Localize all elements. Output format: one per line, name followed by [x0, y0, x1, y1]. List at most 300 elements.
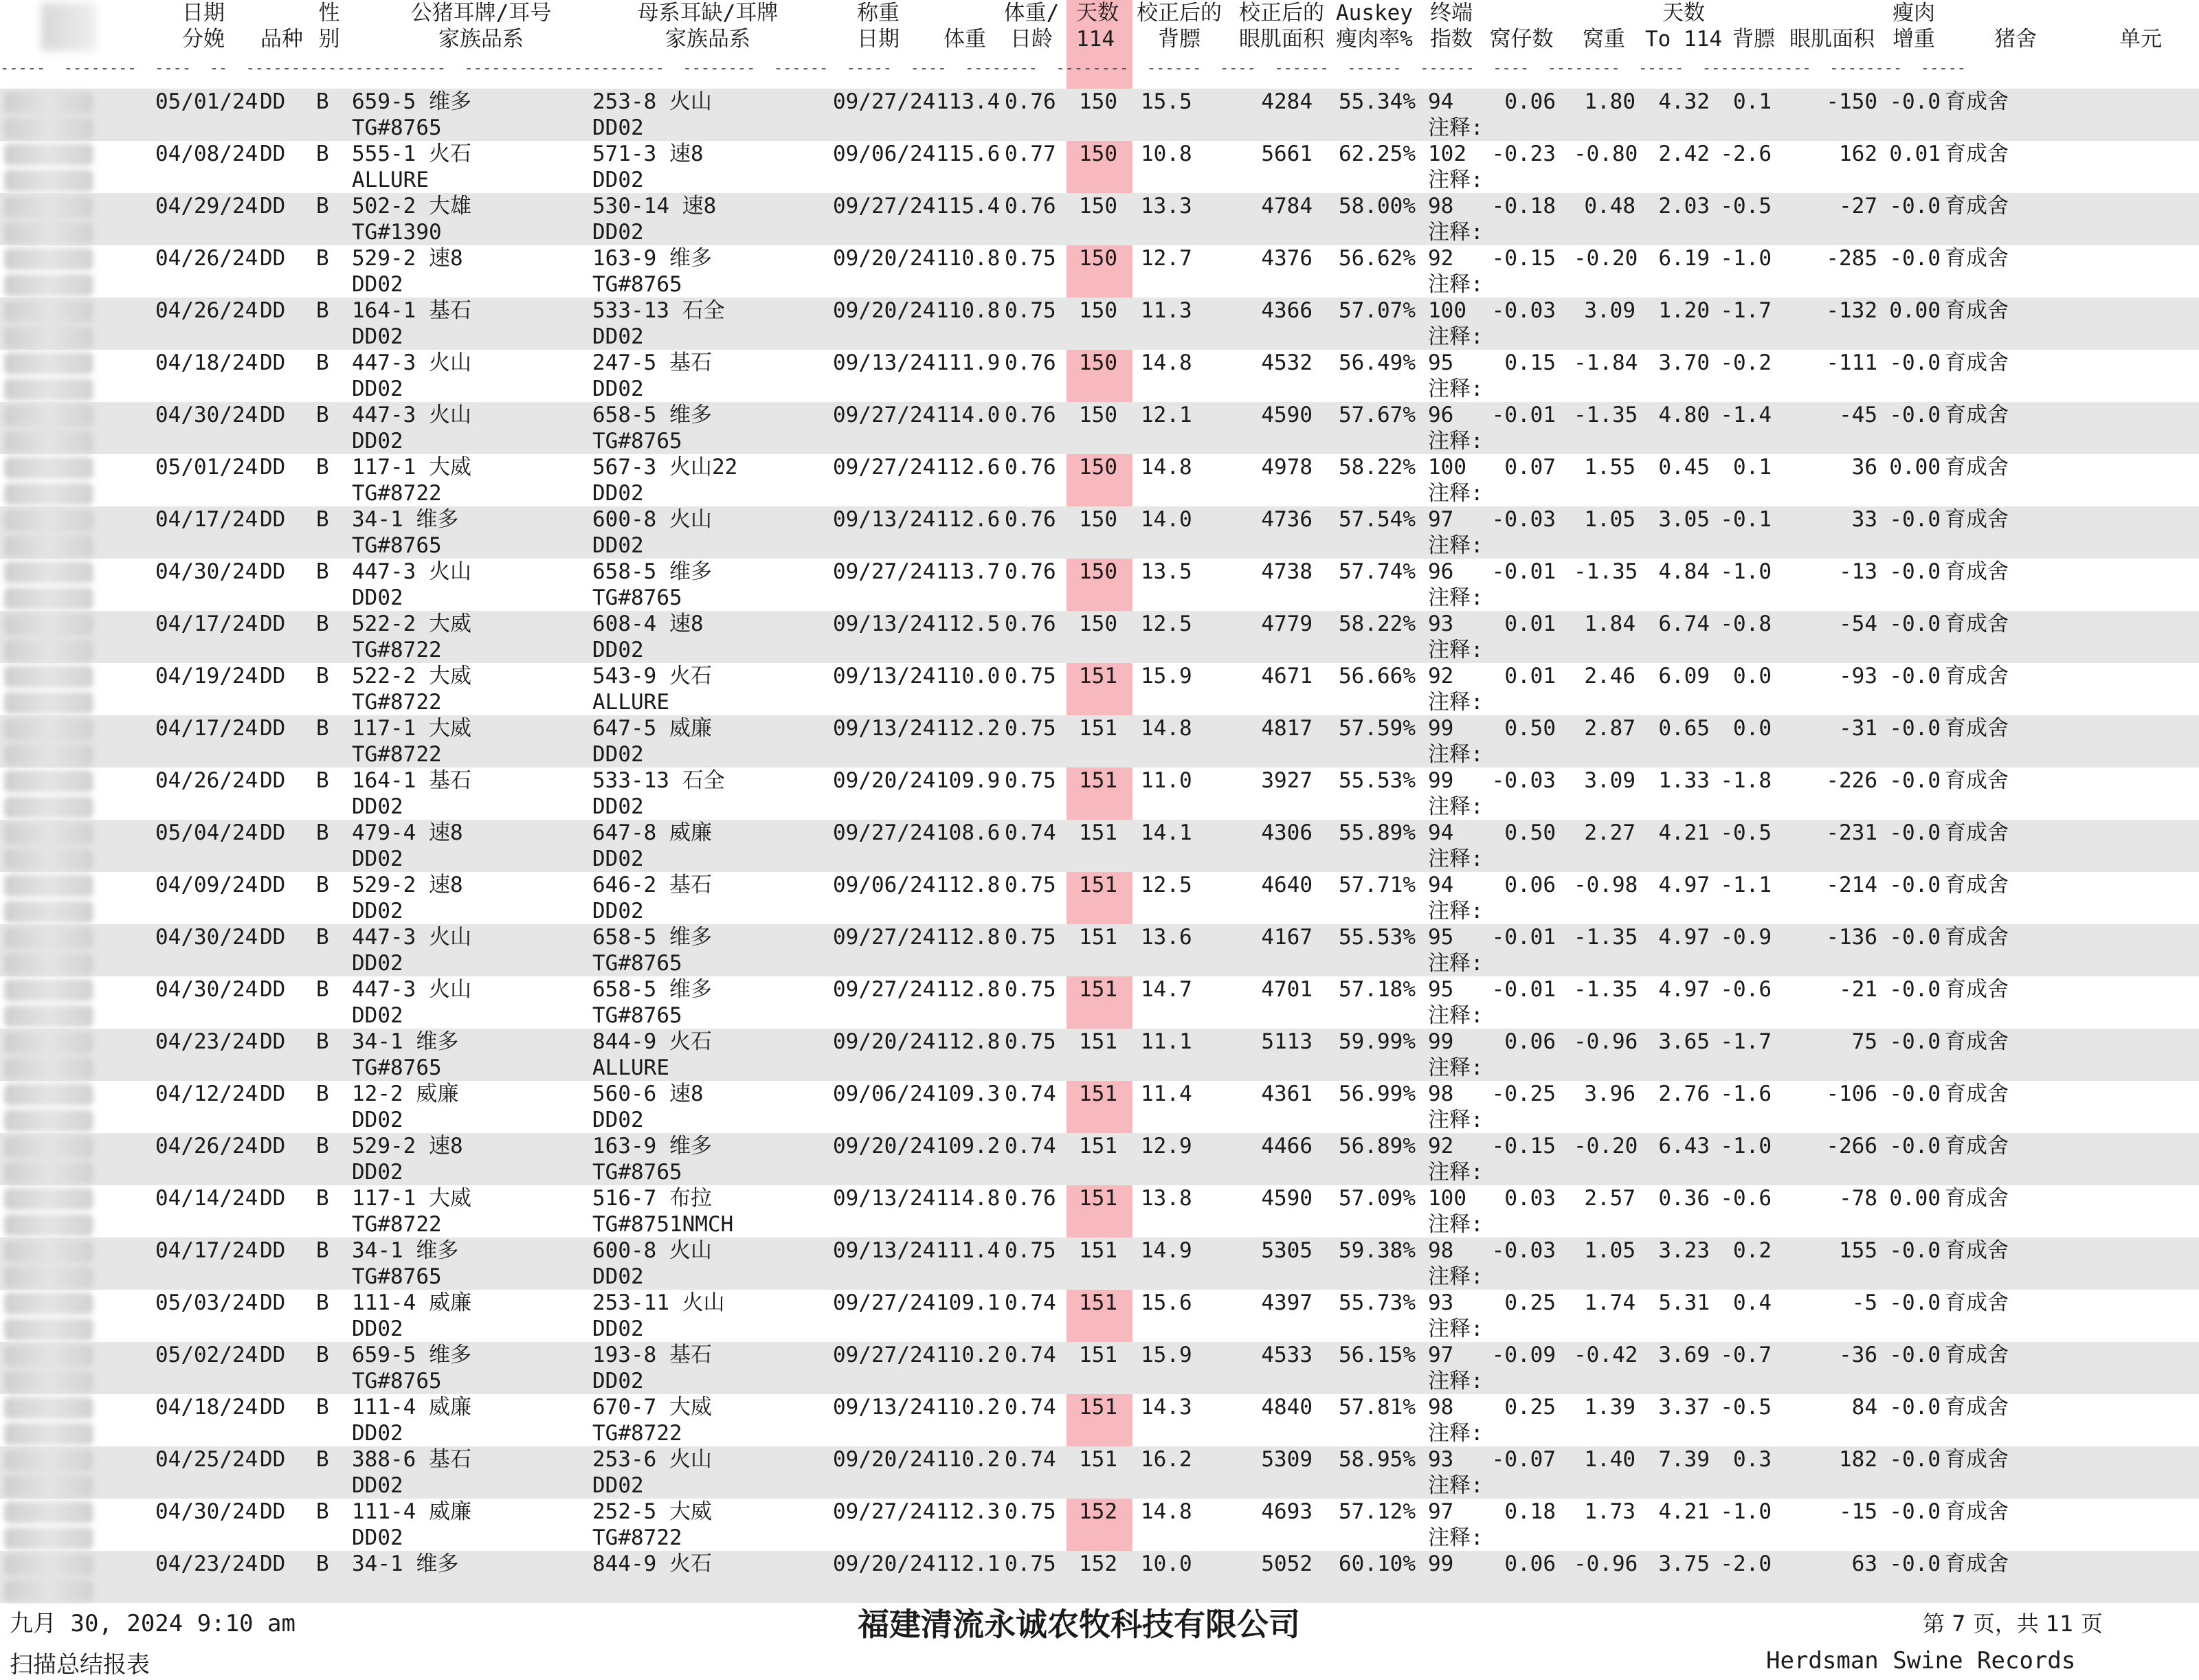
cell-date: 04/30/24: [155, 977, 258, 1002]
cell-index: 98: [1428, 1238, 1454, 1263]
cell-weight: 113.4: [936, 89, 1001, 114]
cell-loin: 5661: [1261, 142, 1313, 166]
cell-index: 99: [1428, 768, 1454, 793]
cell-dam: 516-7 布拉: [592, 1186, 712, 1211]
cell-litter-w: 3.96: [1584, 1082, 1636, 1106]
cell-date: 04/18/24: [155, 350, 258, 375]
cell-litter-w: 1.84: [1584, 612, 1636, 636]
cell-weigh-date: 09/06/24: [833, 1082, 936, 1106]
cell-index: 95: [1428, 925, 1454, 950]
cell-breed: DD: [260, 350, 286, 375]
cell-dam-line: DD02: [592, 1108, 644, 1132]
cell-weight: 112.6: [936, 455, 1001, 480]
cell-weight: 114.8: [936, 1186, 1001, 1211]
cell-house: 育成舍: [1945, 1343, 2009, 1367]
cell-index: 98: [1428, 1082, 1454, 1106]
cell-wpd: 0.75: [1005, 716, 1056, 741]
cell-bf: 15.5: [1141, 89, 1192, 114]
cell-house: 育成舍: [1945, 246, 2009, 271]
cell-dam: 533-13 石全: [592, 298, 725, 323]
cell-dam: 608-4 速8: [592, 612, 704, 636]
cell-weigh-date: 09/20/24: [833, 1029, 936, 1054]
cell-date: 04/26/24: [155, 298, 258, 323]
cell-dam-line: DD02: [592, 481, 644, 506]
redacted-id: [4, 953, 93, 975]
cell-sire: 529-2 速8: [352, 873, 463, 897]
cell-loin2: -15: [1839, 1499, 1877, 1524]
redacted-id: [4, 1084, 93, 1106]
header-loin-1: 校正后的: [1239, 1, 1324, 25]
cell-sire-line: DD02: [352, 1317, 403, 1341]
cell-litter-w: 3.09: [1584, 298, 1636, 323]
cell-litter-n: -0.25: [1491, 1082, 1556, 1106]
cell-dam-line: TG#8722: [592, 1525, 682, 1550]
cell-lean: 55.53%: [1339, 768, 1416, 793]
cell-wpd: 0.75: [1005, 873, 1056, 897]
header-litter-n-2: 窝仔数: [1489, 27, 1554, 52]
redacted-id: [4, 1292, 93, 1314]
cell-litter-w: 1.80: [1584, 89, 1636, 114]
cell-weight: 110.2: [936, 1395, 1001, 1420]
redacted-id: [4, 561, 93, 583]
cell-weigh-date: 09/06/24: [833, 873, 936, 897]
cell-weight: 114.0: [936, 403, 1001, 427]
cell-weight: 112.5: [936, 612, 1001, 636]
company-name: 福建清流永诚农牧科技有限公司: [858, 1606, 1300, 1643]
header-index-2: 指数: [1430, 27, 1473, 52]
cell-litter-n: 0.18: [1504, 1499, 1556, 1524]
cell-breed: DD: [260, 1186, 286, 1211]
cell-weigh-date: 09/13/24: [833, 1238, 936, 1263]
cell-lean-gain: -0.0: [1889, 194, 1941, 219]
table-row: [0, 611, 2199, 663]
cell-bf2: -1.7: [1720, 1029, 1772, 1054]
cell-litter-w: -1.35: [1574, 403, 1638, 427]
cell-lean-gain: -0.0: [1889, 1395, 1941, 1420]
redacted-id: [4, 1266, 93, 1288]
cell-sire: 12-2 威廉: [352, 1082, 459, 1106]
cell-weight: 111.4: [936, 1238, 1001, 1263]
header-wpd-1: 体重/: [1003, 1, 1060, 25]
cell-sex: B: [316, 1238, 329, 1263]
cell-sex: B: [316, 298, 329, 323]
cell-sex: B: [316, 455, 329, 480]
cell-house: 育成舍: [1945, 1499, 2009, 1524]
cell-weigh-date: 09/27/24: [833, 1343, 936, 1367]
cell-weight: 112.2: [936, 716, 1001, 741]
cell-index: 99: [1428, 1552, 1454, 1576]
header-unit-2: 单元: [2119, 27, 2162, 52]
cell-to114: 2.42: [1658, 142, 1710, 166]
header-days-1: 天数: [1076, 1, 1119, 25]
cell-lean-gain: -0.0: [1889, 716, 1941, 741]
cell-wpd: 0.76: [1005, 350, 1056, 375]
cell-litter-w: 1.05: [1584, 1238, 1636, 1263]
cell-dam: 658-5 维多: [592, 559, 712, 584]
table-row: [0, 715, 2199, 768]
cell-loin2: -214: [1826, 873, 1877, 897]
redacted-id: [4, 144, 93, 166]
redacted-id: [4, 222, 93, 244]
cell-loin2: -78: [1839, 1186, 1877, 1211]
cell-note-label: 注释:: [1428, 1473, 1484, 1498]
redacted-id: [4, 1580, 93, 1602]
cell-lean-gain: 0.01: [1889, 142, 1941, 166]
cell-dam: 646-2 基石: [592, 873, 712, 897]
cell-bf: 10.0: [1141, 1552, 1192, 1576]
cell-lean-gain: -0.0: [1889, 1343, 1941, 1367]
redacted-id: [4, 1214, 93, 1236]
cell-house: 育成舍: [1945, 194, 2009, 219]
cell-lean-gain: -0.0: [1889, 1552, 1941, 1576]
cell-breed: DD: [260, 768, 286, 793]
redacted-id: [4, 379, 93, 401]
cell-loin: 3927: [1261, 768, 1313, 793]
cell-days: 150: [1079, 403, 1117, 427]
cell-dam: 600-8 火山: [592, 1238, 712, 1263]
cell-weight: 109.3: [936, 1082, 1001, 1106]
cell-litter-n: 0.01: [1504, 612, 1556, 636]
cell-sex: B: [316, 925, 329, 950]
header-days-2: 114: [1076, 27, 1115, 52]
cell-lean-gain: -0.0: [1889, 350, 1941, 375]
cell-note-label: 注释:: [1428, 1264, 1484, 1289]
redacted-id: [4, 927, 93, 949]
cell-breed: DD: [260, 716, 286, 741]
cell-weigh-date: 09/20/24: [833, 1134, 936, 1158]
cell-days: 150: [1079, 194, 1117, 219]
redacted-id-header: [41, 3, 96, 51]
cell-sire: 388-6 基石: [352, 1447, 471, 1472]
cell-lean: 57.09%: [1339, 1186, 1416, 1211]
redacted-id: [4, 326, 93, 348]
cell-weigh-date: 09/13/24: [833, 1186, 936, 1211]
cell-to114: 4.21: [1658, 820, 1710, 845]
cell-loin2: 75: [1851, 1029, 1877, 1054]
cell-sire-line: DD02: [352, 794, 403, 819]
cell-to114: 4.97: [1658, 925, 1710, 950]
cell-breed: DD: [260, 403, 286, 427]
cell-bf: 11.4: [1141, 1082, 1192, 1106]
cell-house: 育成舍: [1945, 716, 2009, 741]
cell-days: 151: [1079, 1134, 1117, 1158]
cell-dam-line: DD02: [592, 1473, 644, 1498]
cell-bf2: -1.0: [1720, 1499, 1772, 1524]
cell-wpd: 0.75: [1005, 1029, 1056, 1054]
cell-sire-line: DD02: [352, 585, 403, 610]
table-row: [0, 454, 2199, 506]
cell-lean-gain: -0.0: [1889, 612, 1941, 636]
redacted-id: [4, 1371, 93, 1393]
cell-litter-w: -1.35: [1574, 559, 1638, 584]
cell-bf2: 0.0: [1733, 664, 1772, 688]
cell-sex: B: [316, 1186, 329, 1211]
cell-loin: 4376: [1261, 246, 1313, 271]
cell-note-label: 注释:: [1428, 168, 1484, 192]
cell-sex: B: [316, 1552, 329, 1576]
table-row: [0, 350, 2199, 402]
cell-dam-line: ALLURE: [592, 690, 669, 715]
cell-dam-line: DD02: [592, 742, 644, 767]
cell-loin: 4466: [1261, 1134, 1313, 1158]
cell-loin2: -136: [1826, 925, 1877, 950]
cell-sire-line: DD02: [352, 324, 403, 349]
redacted-id: [4, 1319, 93, 1341]
cell-weigh-date: 09/27/24: [833, 1290, 936, 1315]
redacted-id: [4, 1110, 93, 1132]
cell-house: 育成舍: [1945, 1134, 2009, 1158]
header-lean-2: 瘦肉率%: [1336, 27, 1413, 52]
cell-loin2: -27: [1839, 194, 1877, 219]
cell-wpd: 0.75: [1005, 664, 1056, 688]
cell-index: 92: [1428, 246, 1454, 271]
header-index-1: 终端: [1430, 1, 1473, 25]
cell-lean-gain: -0.0: [1889, 820, 1941, 845]
cell-lean: 56.62%: [1339, 246, 1416, 271]
redacted-id: [4, 483, 93, 505]
cell-date: 04/25/24: [155, 1447, 258, 1472]
cell-loin2: 182: [1839, 1447, 1877, 1472]
redacted-id: [4, 875, 93, 897]
cell-dam-line: DD02: [592, 220, 644, 245]
cell-weigh-date: 09/13/24: [833, 507, 936, 532]
cell-bf: 13.3: [1141, 194, 1192, 219]
redacted-id: [4, 640, 93, 662]
cell-weight: 115.4: [936, 194, 1001, 219]
cell-litter-w: 1.73: [1584, 1499, 1636, 1524]
cell-wpd: 0.76: [1005, 455, 1056, 480]
cell-weigh-date: 09/13/24: [833, 716, 936, 741]
cell-index: 99: [1428, 716, 1454, 741]
cell-bf: 10.8: [1141, 142, 1192, 166]
redacted-id: [4, 1475, 93, 1497]
cell-lean: 57.07%: [1339, 298, 1416, 323]
redacted-id: [4, 457, 93, 479]
cell-weight: 111.9: [936, 350, 1001, 375]
cell-litter-w: 1.55: [1584, 455, 1636, 480]
cell-to114: 4.32: [1658, 89, 1710, 114]
cell-index: 96: [1428, 403, 1454, 427]
cell-dam: 647-5 威廉: [592, 716, 712, 741]
table-row: [0, 1290, 2199, 1342]
cell-litter-n: -0.15: [1491, 246, 1556, 271]
cell-dam-line: DD02: [592, 168, 644, 192]
cell-bf: 12.7: [1141, 246, 1192, 271]
cell-wpd: 0.74: [1005, 1447, 1056, 1472]
cell-note-label: 注释:: [1428, 1369, 1484, 1393]
header-weigh-date-2: 日期: [857, 27, 900, 52]
cell-bf2: -0.5: [1720, 194, 1772, 219]
cell-sire-line: DD02: [352, 1525, 403, 1550]
table-row: [0, 663, 2199, 715]
cell-bf: 14.8: [1141, 350, 1192, 375]
cell-to114: 2.76: [1658, 1082, 1710, 1106]
cell-lean-gain: -0.0: [1889, 1499, 1941, 1524]
cell-dam-line: DD02: [592, 115, 644, 140]
cell-loin: 4784: [1261, 194, 1313, 219]
cell-index: 97: [1428, 1499, 1454, 1524]
cell-breed: DD: [260, 664, 286, 688]
cell-to114: 0.45: [1658, 455, 1710, 480]
cell-litter-w: -0.96: [1574, 1029, 1638, 1054]
cell-date: 05/02/24: [155, 1343, 258, 1367]
cell-lean: 59.99%: [1339, 1029, 1416, 1054]
cell-sex: B: [316, 559, 329, 584]
cell-sex: B: [316, 1447, 329, 1472]
cell-litter-n: -0.07: [1491, 1447, 1556, 1472]
cell-days: 151: [1079, 664, 1117, 688]
redacted-id: [4, 509, 93, 531]
cell-weigh-date: 09/13/24: [833, 612, 936, 636]
cell-sire-line: ALLURE: [352, 168, 429, 192]
cell-weigh-date: 09/27/24: [833, 403, 936, 427]
cell-note-label: 注释:: [1428, 324, 1484, 349]
cell-litter-n: -0.03: [1491, 507, 1556, 532]
cell-wpd: 0.75: [1005, 977, 1056, 1002]
cell-weigh-date: 09/27/24: [833, 925, 936, 950]
cell-litter-n: -0.23: [1491, 142, 1556, 166]
cell-loin2: -266: [1826, 1134, 1877, 1158]
cell-to114: 3.37: [1658, 1395, 1710, 1420]
cell-days: 150: [1079, 612, 1117, 636]
cell-weight: 112.6: [936, 507, 1001, 532]
cell-sex: B: [316, 873, 329, 897]
cell-loin: 4533: [1261, 1343, 1313, 1367]
cell-house: 育成舍: [1945, 977, 2009, 1002]
cell-lean: 55.89%: [1339, 820, 1416, 845]
cell-sire-line: DD02: [352, 899, 403, 923]
cell-sex: B: [316, 507, 329, 532]
cell-wpd: 0.74: [1005, 1395, 1056, 1420]
cell-note-label: 注释:: [1428, 794, 1484, 819]
cell-sire-line: TG#8765: [352, 533, 442, 558]
cell-days: 151: [1079, 977, 1117, 1002]
cell-sire: 529-2 速8: [352, 246, 463, 271]
cell-sire-line: DD02: [352, 377, 403, 401]
cell-index: 100: [1428, 455, 1466, 480]
table-row: [0, 1081, 2199, 1133]
cell-lean: 57.74%: [1339, 559, 1416, 584]
cell-sire: 117-1 大威: [352, 1186, 471, 1211]
cell-lean-gain: -0.0: [1889, 768, 1941, 793]
cell-bf2: -1.4: [1720, 403, 1772, 427]
cell-dam: 252-5 大威: [592, 1499, 712, 1524]
cell-to114: 3.69: [1658, 1343, 1710, 1367]
cell-litter-w: -1.35: [1574, 977, 1638, 1002]
cell-litter-n: 0.01: [1504, 664, 1556, 688]
cell-loin2: -5: [1851, 1290, 1877, 1315]
cell-bf: 12.1: [1141, 403, 1192, 427]
cell-dam: 658-5 维多: [592, 925, 712, 950]
cell-loin: 4590: [1261, 403, 1313, 427]
cell-date: 04/23/24: [155, 1029, 258, 1054]
cell-dam: 543-9 火石: [592, 664, 712, 688]
cell-litter-w: 3.09: [1584, 768, 1636, 793]
cell-loin2: -21: [1839, 977, 1877, 1002]
redacted-id: [4, 196, 93, 218]
cell-wpd: 0.75: [1005, 768, 1056, 793]
cell-sire: 447-3 火山: [352, 977, 471, 1002]
redacted-id: [4, 1397, 93, 1419]
cell-date: 04/17/24: [155, 507, 258, 532]
cell-house: 育成舍: [1945, 1395, 2009, 1420]
cell-sire: 34-1 维多: [352, 1238, 459, 1263]
cell-weigh-date: 09/13/24: [833, 350, 936, 375]
cell-bf2: 0.0: [1733, 716, 1772, 741]
cell-dam: 600-8 火山: [592, 507, 712, 532]
cell-sire: 447-3 火山: [352, 403, 471, 427]
cell-lean: 55.73%: [1339, 1290, 1416, 1315]
cell-weight: 112.8: [936, 1029, 1001, 1054]
cell-house: 育成舍: [1945, 455, 2009, 480]
cell-dam-line: DD02: [592, 1317, 644, 1341]
cell-lean: 56.89%: [1339, 1134, 1416, 1158]
cell-date: 05/04/24: [155, 820, 258, 845]
cell-loin2: -36: [1839, 1343, 1877, 1367]
cell-sire: 447-3 火山: [352, 559, 471, 584]
cell-bf: 14.9: [1141, 1238, 1192, 1263]
cell-sex: B: [316, 1343, 329, 1367]
cell-sire: 555-1 火石: [352, 142, 471, 166]
cell-bf2: -0.5: [1720, 1395, 1772, 1420]
cell-sex: B: [316, 194, 329, 219]
cell-sire: 117-1 大威: [352, 716, 471, 741]
cell-index: 98: [1428, 1395, 1454, 1420]
cell-breed: DD: [260, 1238, 286, 1263]
cell-date: 04/08/24: [155, 142, 258, 166]
cell-lean: 60.10%: [1339, 1552, 1416, 1576]
cell-bf: 13.5: [1141, 559, 1192, 584]
cell-litter-w: -0.98: [1574, 873, 1638, 897]
cell-sire: 34-1 维多: [352, 507, 459, 532]
cell-index: 95: [1428, 350, 1454, 375]
cell-date: 04/17/24: [155, 1238, 258, 1263]
software-name: Herdsman Swine Records: [1766, 1647, 2076, 1675]
cell-sire-line: DD02: [352, 847, 403, 871]
cell-litter-w: -0.20: [1574, 246, 1638, 271]
cell-litter-n: 0.06: [1504, 89, 1556, 114]
cell-index: 92: [1428, 1134, 1454, 1158]
redacted-id: [4, 117, 93, 139]
cell-house: 育成舍: [1945, 403, 2009, 427]
cell-lean-gain: -0.0: [1889, 1082, 1941, 1106]
cell-breed: DD: [260, 1499, 286, 1524]
cell-bf: 14.3: [1141, 1395, 1192, 1420]
cell-sire-line: DD02: [352, 1003, 403, 1028]
cell-dam-line: DD02: [592, 1369, 644, 1393]
cell-to114: 1.20: [1658, 298, 1710, 323]
cell-index: 97: [1428, 507, 1454, 532]
cell-note-label: 注释:: [1428, 1525, 1484, 1550]
cell-sire: 522-2 大威: [352, 612, 471, 636]
cell-loin: 4167: [1261, 925, 1313, 950]
cell-note-label: 注释:: [1428, 1003, 1484, 1028]
cell-bf: 12.5: [1141, 873, 1192, 897]
cell-bf2: -1.0: [1720, 1134, 1772, 1158]
cell-breed: DD: [260, 142, 286, 166]
cell-date: 04/26/24: [155, 768, 258, 793]
cell-to114: 4.84: [1658, 559, 1710, 584]
table-row: [0, 768, 2199, 820]
cell-sire: 447-3 火山: [352, 350, 471, 375]
cell-loin2: -111: [1826, 350, 1877, 375]
cell-dam-line: DD02: [592, 794, 644, 819]
cell-wpd: 0.76: [1005, 559, 1056, 584]
cell-lean-gain: 0.00: [1889, 455, 1941, 480]
cell-bf: 12.5: [1141, 612, 1192, 636]
cell-breed: DD: [260, 612, 286, 636]
cell-wpd: 0.75: [1005, 246, 1056, 271]
